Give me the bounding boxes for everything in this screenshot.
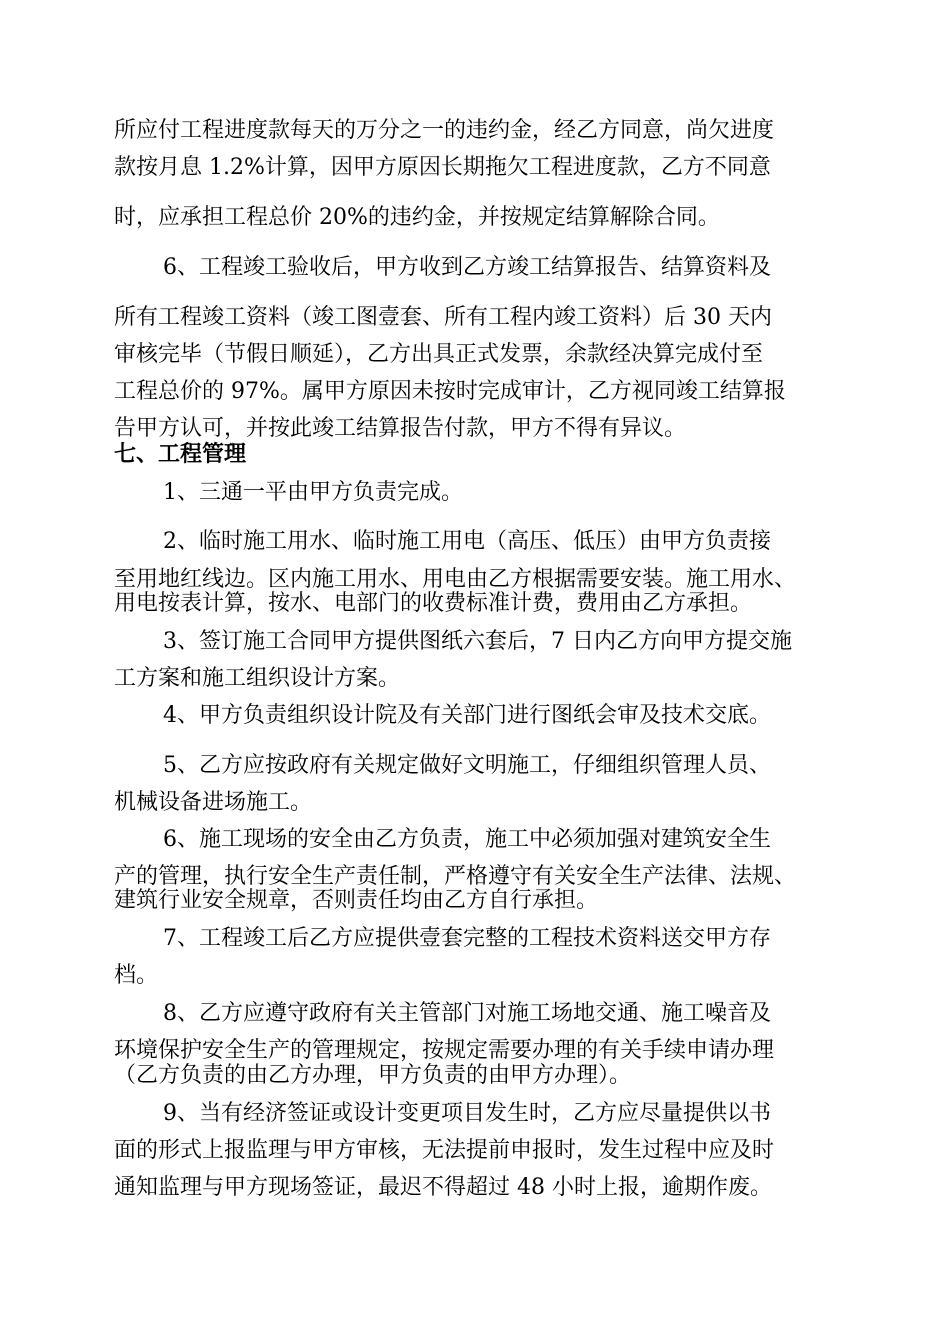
text-line: 档。: [114, 963, 159, 988]
text-line: 1、三通一平由甲方负责完成。: [163, 480, 463, 505]
text-line: 建筑行业安全规章，否则责任均由乙方自行承担。: [114, 888, 599, 913]
text-line: 至用地红线边。区内施工用水、用电由乙方根据需要安装。施工用水、: [114, 567, 797, 592]
text-line: 通知监理与甲方现场签证，最迟不得超过 48 小时上报，逾期作废。: [114, 1175, 772, 1200]
text-line: 工程总价的 97%。属甲方原因未按时完成审计，乙方视同竣工结算报: [114, 379, 786, 404]
text-line: 2、临时施工用水、临时施工用电（高压、低压）由甲方负责接: [163, 529, 771, 554]
text-line: 所有工程竣工资料（竣工图壹套、所有工程内竣工资料）后 30 天内: [114, 305, 772, 330]
text-line: 款按月息 1.2%计算，因甲方原因长期拖欠工程进度款，乙方不同意: [114, 155, 771, 180]
text-line: 7、工程竣工后乙方应提供壹套完整的工程技术资料送交甲方存: [163, 926, 771, 951]
text-line: 3、签订施工合同甲方提供图纸六套后，7 日内乙方向甲方提交施: [163, 629, 792, 654]
text-line: 用电按表计算，按水、电部门的收费标准计费，费用由乙方承担。: [114, 591, 753, 616]
text-line: 所应付工程进度款每天的万分之一的违约金，经乙方同意，尚欠进度: [114, 118, 775, 143]
text-line: 6、施工现场的安全由乙方负责，施工中必须加强对建筑安全生: [163, 827, 771, 852]
text-line: 面的形式上报监理与甲方审核，无法提前申报时，发生过程中应及时: [114, 1138, 775, 1163]
text-line: 时，应承担工程总价 20%的违约金，并按规定结算解除合同。: [114, 205, 720, 230]
section-heading: 七、工程管理: [114, 442, 247, 467]
text-line: 6、工程竣工验收后，甲方收到乙方竣工结算报告、结算资料及: [163, 255, 771, 280]
text-line: 9、当有经济签证或设计变更项目发生时，乙方应尽量提供以书: [163, 1101, 771, 1126]
text-line: 产的管理，执行安全生产责任制，严格遵守有关安全生产法律、法规、: [114, 864, 797, 889]
text-line: 环境保护安全生产的管理规定，按规定需要办理的有关手续申请办理: [114, 1038, 775, 1063]
text-line: （乙方负责的由乙方办理，甲方负责的由甲方办理）。: [114, 1063, 632, 1088]
text-line: 4、甲方负责组织设计院及有关部门进行图纸会审及技术交底。: [163, 703, 771, 728]
text-line: 审核完毕（节假日顺延），乙方出具正式发票，余款经决算完成付至: [114, 342, 764, 367]
text-line: 工方案和施工组织设计方案。: [114, 666, 401, 691]
text-line: 机械设备进场施工。: [114, 790, 313, 815]
text-line: 告甲方认可，并按此竣工结算报告付款，甲方不得有异议。: [114, 416, 687, 441]
text-line: 5、乙方应按政府有关规定做好文明施工，仔细组织管理人员、: [163, 753, 771, 778]
text-line: 8、乙方应遵守政府有关主管部门对施工场地交通、施工噪音及: [163, 1001, 771, 1026]
